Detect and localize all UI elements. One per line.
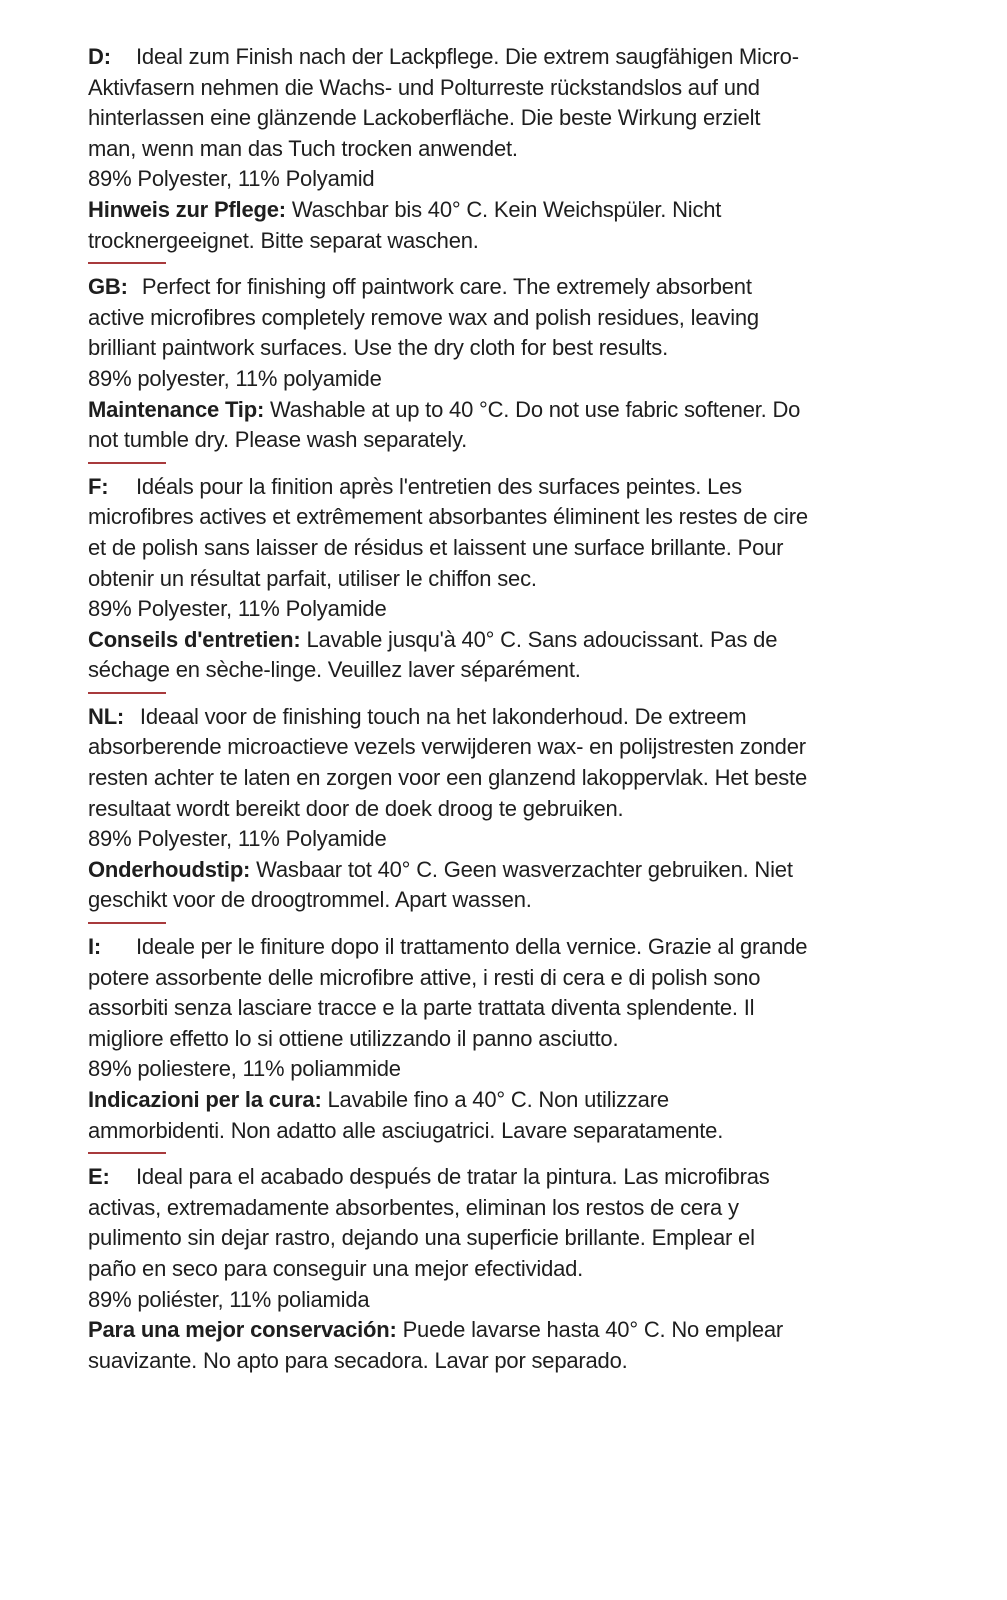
description-text-fr: Idéals pour la finition après l'entretien des surfaces peintes. Les microfibres actives et extrêmement absorbantes éliminent les restes de cire et de polish sans laisser de résidus et laissent une surface brillante. Pour obtenir un résultat parfait, utiliser le chiffon sec. [88, 473, 808, 591]
care-instructions-fr [88, 625, 808, 686]
section-divider [88, 692, 166, 694]
description-fr [88, 472, 808, 594]
care-label-gb: Maintenance Tip: [88, 396, 265, 422]
care-label-nl: Onderhoudstip: [88, 856, 251, 882]
composition-gb: 89% polyester, 11% polyamide [88, 365, 382, 391]
section-divider [88, 1152, 166, 1154]
language-code-it: I: [88, 934, 102, 960]
language-code-nl: NL: [88, 703, 125, 729]
language-code-es: E: [88, 1164, 110, 1190]
section-nl [88, 702, 808, 924]
care-text-gb: Washable at up to 40 °C. Do not use fabric softener. Do not tumble dry. Please wash separately. [88, 396, 801, 453]
description-nl [88, 702, 808, 824]
description-text-nl: Ideaal voor de finishing touch na het lakonderhoud. De extreem absorberende microactieve vezels verwijderen wax- en polijstresten zonder resten achter te laten en zorgen voor een glanzend lakoppervlak. Het beste resultaat wordt bereikt door de doek droog te gebruiken. [88, 703, 807, 821]
section-divider [88, 262, 166, 264]
description-gb [88, 272, 808, 364]
description-text-it: Ideale per le finiture dopo il trattamento della vernice. Grazie al grande potere assorbente delle microfibre attive, i resti di cera e di polish sono assorbiti senza lasciare tracce e la parte trattata diventa splendente. Il migliore effetto lo si ottiene utilizzando il panno asciutto. [88, 934, 808, 1051]
composition-de: 89% Polyester, 11% Polyamid [88, 166, 375, 192]
section-de [88, 42, 808, 264]
care-instructions-de [88, 195, 808, 256]
care-label-de: Hinweis zur Pflege: [88, 196, 286, 222]
language-code-fr: F: [88, 473, 109, 499]
care-text-es: Puede lavarse hasta 40° C. No emplear suavizante. No apto para secadora. Lavar por separado. [88, 1317, 784, 1373]
care-text-de: Waschbar bis 40° C. Kein Weichspüler. Nicht trocknergeeignet. Bitte separat waschen. [88, 196, 722, 253]
section-es [88, 1162, 808, 1376]
care-instructions-gb [88, 395, 808, 456]
section-fr [88, 472, 808, 694]
description-it [88, 932, 808, 1054]
section-gb [88, 272, 808, 464]
care-label-es: Para una mejor conservación: [88, 1317, 397, 1343]
product-care-leaflet [88, 42, 808, 1376]
description-text-de: Ideal zum Finish nach der Lackpflege. Die extrem saugfähigen Micro-Aktivfasern nehmen die Wachs- und Polturreste rückstandslos auf und hinterlassen eine glänzende Lackoberfläche. Die beste Wirkung erzielt man, wenn man das Tuch trocken anwendet. [88, 44, 799, 161]
care-text-nl: Wasbaar tot 40° C. Geen wasverzachter gebruiken. Niet geschikt voor de droogtrommel. Apart wassen. [88, 856, 793, 913]
language-code-gb: GB: [88, 274, 128, 300]
description-de [88, 42, 808, 164]
composition-nl: 89% Polyester, 11% Polyamide [88, 826, 387, 852]
care-label-it: Indicazioni per la cura: [88, 1087, 322, 1112]
care-label-fr: Conseils d'entretien: [88, 626, 301, 652]
care-instructions-nl [88, 855, 808, 916]
section-divider [88, 462, 166, 464]
language-code-de: D: [88, 44, 111, 69]
section-it [88, 932, 808, 1154]
composition-fr: 89% Polyester, 11% Polyamide [88, 596, 387, 622]
description-text-es: Ideal para el acabado después de tratar la pintura. Las microfibras activas, extremadamente absorbentes, eliminan los restos de cera y pulimento sin dejar rastro, dejando una superficie brillante. Emplear el paño en seco para conseguir una mejor efectividad. [88, 1164, 770, 1281]
description-es [88, 1162, 808, 1284]
care-text-it: Lavabile fino a 40° C. Non utilizzare ammorbidenti. Non adatto alle asciugatrici. Lavare separatamente. [88, 1087, 724, 1143]
care-text-fr: Lavable jusqu'à 40° C. Sans adoucissant. Pas de séchage en sèche-linge. Veuillez laver séparément. [88, 626, 778, 683]
composition-es: 89% poliéster, 11% poliamida [88, 1286, 370, 1312]
composition-it: 89% poliestere, 11% poliammide [88, 1056, 401, 1082]
description-text-gb: Perfect for finishing off paintwork care. The extremely absorbent active microfibres completely remove wax and polish residues, leaving brilliant paintwork surfaces. Use the dry cloth for best results. [88, 274, 759, 361]
section-divider [88, 922, 166, 924]
care-instructions-it [88, 1085, 808, 1146]
care-instructions-es [88, 1315, 808, 1376]
